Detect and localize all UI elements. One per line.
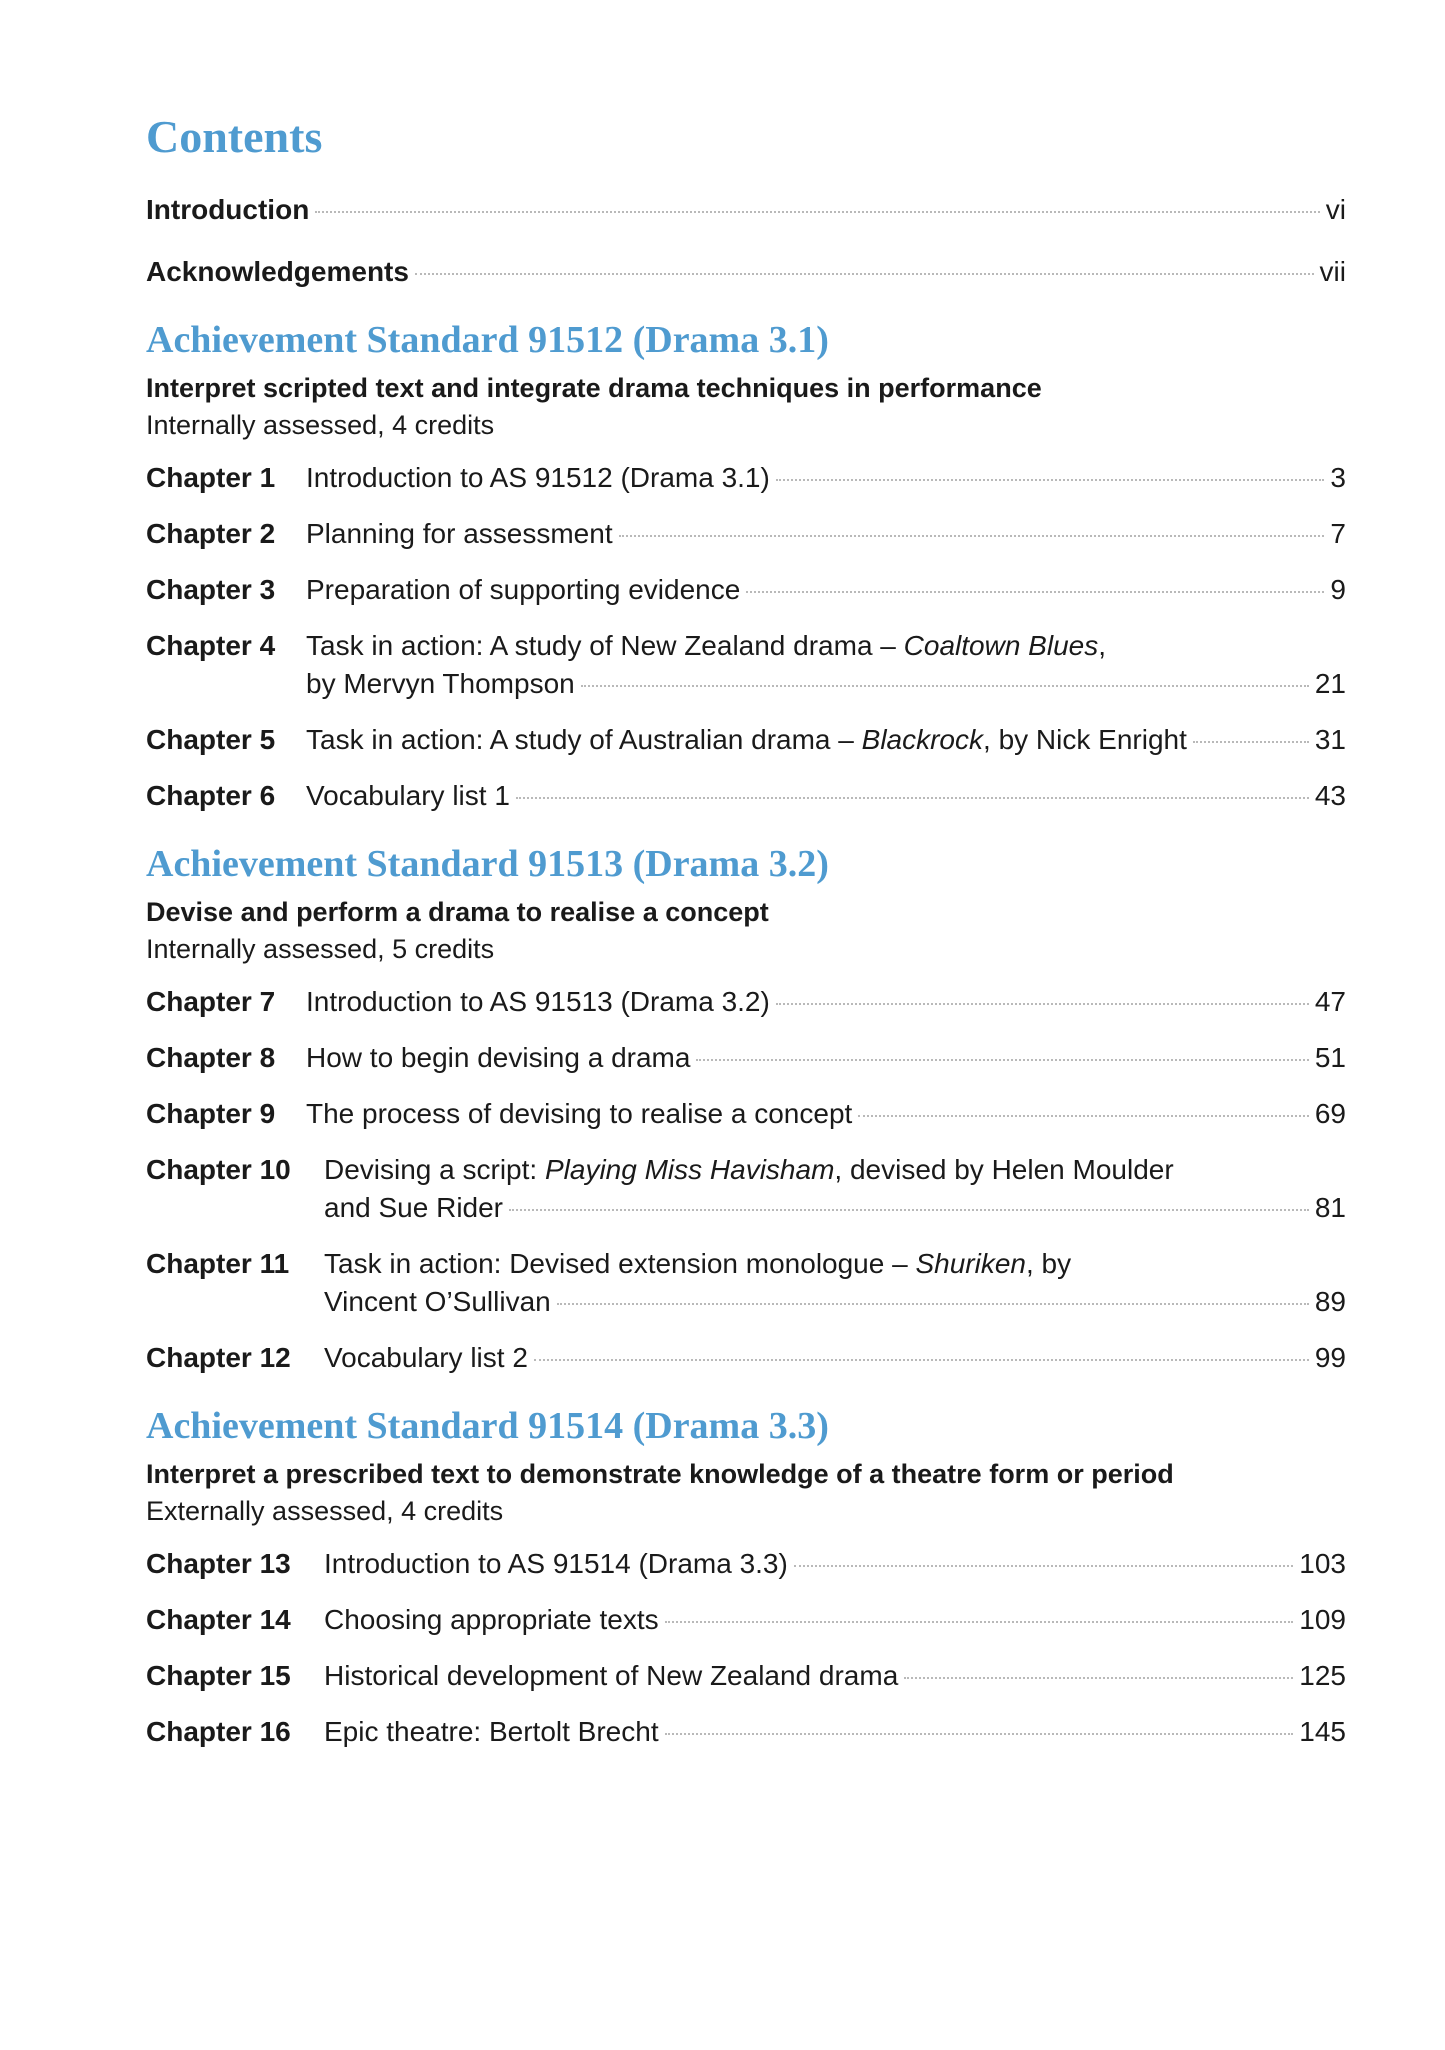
dot-leader	[904, 1677, 1293, 1679]
chapter-title-continued: Vincent O’Sullivan	[324, 1286, 551, 1317]
chapter-page: 43	[1314, 780, 1346, 811]
chapter-number: Chapter 3	[146, 574, 276, 605]
section-as-91514	[146, 1403, 1346, 1751]
toc-entry-label: Introduction	[146, 194, 310, 225]
dot-leader	[665, 1621, 1294, 1623]
dot-leader	[746, 591, 1324, 593]
dot-leader	[557, 1303, 1309, 1305]
dot-leader	[696, 1059, 1308, 1061]
chapter-title: Introduction to AS 91512 (Drama 3.1)	[306, 462, 770, 493]
chapter-number: Chapter 9	[146, 1098, 276, 1129]
chapter-title: Introduction to AS 91514 (Drama 3.3)	[324, 1548, 788, 1579]
dot-leader	[665, 1733, 1294, 1735]
chapter-page: 21	[1314, 668, 1346, 699]
chapter-title: Task in action: A study of New Zealand drama – Coaltown Blues,	[306, 630, 1106, 661]
section-assessment: Externally assessed, 4 credits	[146, 1496, 504, 1526]
toc-chapter-16[interactable]	[146, 1713, 1346, 1751]
chapter-page: 51	[1314, 1042, 1346, 1073]
dot-leader	[794, 1565, 1293, 1567]
dot-leader	[315, 211, 1319, 213]
chapter-title: Preparation of supporting evidence	[306, 574, 741, 605]
section-subtitle: Interpret scripted text and integrate drama techniques in performance	[146, 373, 1042, 403]
chapter-title: Choosing appropriate texts	[324, 1604, 659, 1635]
chapter-number: Chapter 4	[146, 630, 276, 661]
chapter-title: Planning for assessment	[306, 518, 613, 549]
chapter-title: How to begin devising a drama	[306, 1042, 691, 1073]
chapter-page: 125	[1299, 1660, 1346, 1691]
section-heading: Achievement Standard 91512 (Drama 3.1)	[146, 319, 829, 361]
toc-entry-page: vii	[1319, 256, 1346, 287]
toc-chapter-6[interactable]	[146, 777, 1346, 815]
toc-chapter-13[interactable]	[146, 1545, 1346, 1583]
dot-leader	[619, 535, 1325, 537]
chapter-page: 31	[1314, 724, 1346, 755]
dot-leader	[581, 685, 1309, 687]
chapter-title-continued: by Mervyn Thompson	[306, 668, 575, 699]
contents-page	[146, 110, 1346, 1769]
toc-chapter-1[interactable]	[146, 459, 1346, 497]
chapter-number: Chapter 15	[146, 1660, 291, 1691]
dot-leader	[534, 1359, 1309, 1361]
dot-leader	[509, 1209, 1309, 1211]
chapter-title: The process of devising to realise a concept	[306, 1098, 853, 1129]
dot-leader	[516, 797, 1309, 799]
play-title: Coaltown Blues	[903, 630, 1099, 661]
play-title: Playing Miss Havisham	[544, 1154, 835, 1185]
chapter-title: Devising a script: Playing Miss Havisham, devised by Helen Moulder	[324, 1154, 1174, 1185]
chapter-number: Chapter 5	[146, 724, 276, 755]
chapter-page: 69	[1314, 1098, 1346, 1129]
dot-leader	[415, 273, 1314, 275]
chapter-number: Chapter 2	[146, 518, 276, 549]
chapter-number: Chapter 10	[146, 1154, 291, 1185]
page-title: Contents	[146, 111, 323, 162]
toc-chapter-15[interactable]	[146, 1657, 1346, 1695]
chapter-number: Chapter 12	[146, 1342, 291, 1373]
chapter-title: Task in action: Devised extension monologue – Shuriken, by	[324, 1248, 1072, 1279]
chapter-title: Epic theatre: Bertolt Brecht	[324, 1716, 659, 1747]
toc-chapter-11[interactable]	[146, 1245, 1346, 1321]
play-title: Shuriken	[915, 1248, 1026, 1279]
chapter-page: 81	[1314, 1192, 1346, 1223]
chapter-title-continued: and Sue Rider	[324, 1192, 504, 1223]
chapter-page: 9	[1330, 574, 1346, 605]
toc-chapter-7[interactable]	[146, 983, 1346, 1021]
chapter-page: 145	[1299, 1716, 1346, 1747]
chapter-page: 89	[1314, 1286, 1346, 1317]
toc-chapter-4[interactable]	[146, 627, 1346, 703]
toc-chapter-5[interactable]	[146, 721, 1346, 759]
toc-chapter-2[interactable]	[146, 515, 1346, 553]
section-assessment: Internally assessed, 5 credits	[146, 934, 495, 964]
toc-chapter-9[interactable]	[146, 1095, 1346, 1133]
dot-leader	[776, 1003, 1309, 1005]
chapter-page: 99	[1314, 1342, 1346, 1373]
chapter-number: Chapter 14	[146, 1604, 291, 1635]
toc-entry-page: vi	[1325, 194, 1346, 225]
toc-chapter-12[interactable]	[146, 1339, 1346, 1377]
section-subtitle: Devise and perform a drama to realise a concept	[146, 897, 769, 927]
chapter-number: Chapter 1	[146, 462, 276, 493]
chapter-page: 103	[1299, 1548, 1346, 1579]
chapter-title: Historical development of New Zealand drama	[324, 1660, 899, 1691]
dot-leader	[858, 1115, 1309, 1117]
section-assessment: Internally assessed, 4 credits	[146, 410, 495, 440]
toc-entry-acknowledgements[interactable]	[146, 253, 1346, 291]
toc-chapter-10[interactable]	[146, 1151, 1346, 1227]
chapter-number: Chapter 11	[146, 1248, 290, 1279]
section-subtitle: Interpret a prescribed text to demonstrate knowledge of a theatre form or period	[146, 1459, 1174, 1489]
toc-entry-introduction[interactable]	[146, 191, 1346, 229]
chapter-number: Chapter 7	[146, 986, 276, 1017]
section-as-91513	[146, 841, 1346, 1377]
chapter-number: Chapter 8	[146, 1042, 276, 1073]
section-heading: Achievement Standard 91513 (Drama 3.2)	[146, 843, 829, 885]
chapter-page: 109	[1299, 1604, 1346, 1635]
chapter-title: Task in action: A study of Australian drama – Blackrock, by Nick Enright	[306, 724, 1187, 755]
dot-leader	[776, 479, 1325, 481]
toc-chapter-14[interactable]	[146, 1601, 1346, 1639]
section-as-91512	[146, 317, 1346, 815]
section-heading: Achievement Standard 91514 (Drama 3.3)	[146, 1405, 829, 1447]
chapter-number: Chapter 13	[146, 1548, 291, 1579]
toc-entry-label: Acknowledgements	[146, 256, 409, 287]
chapter-number: Chapter 16	[146, 1716, 291, 1747]
play-title: Blackrock	[861, 724, 984, 755]
chapter-page: 7	[1330, 518, 1346, 549]
dot-leader	[1193, 741, 1309, 743]
chapter-page: 3	[1330, 462, 1346, 493]
chapter-number: Chapter 6	[146, 780, 276, 811]
chapter-title: Vocabulary list 2	[324, 1342, 528, 1373]
chapter-title: Introduction to AS 91513 (Drama 3.2)	[306, 986, 770, 1017]
toc-chapter-8[interactable]	[146, 1039, 1346, 1077]
chapter-title: Vocabulary list 1	[306, 780, 510, 811]
chapter-page: 47	[1314, 986, 1346, 1017]
toc-chapter-3[interactable]	[146, 571, 1346, 609]
